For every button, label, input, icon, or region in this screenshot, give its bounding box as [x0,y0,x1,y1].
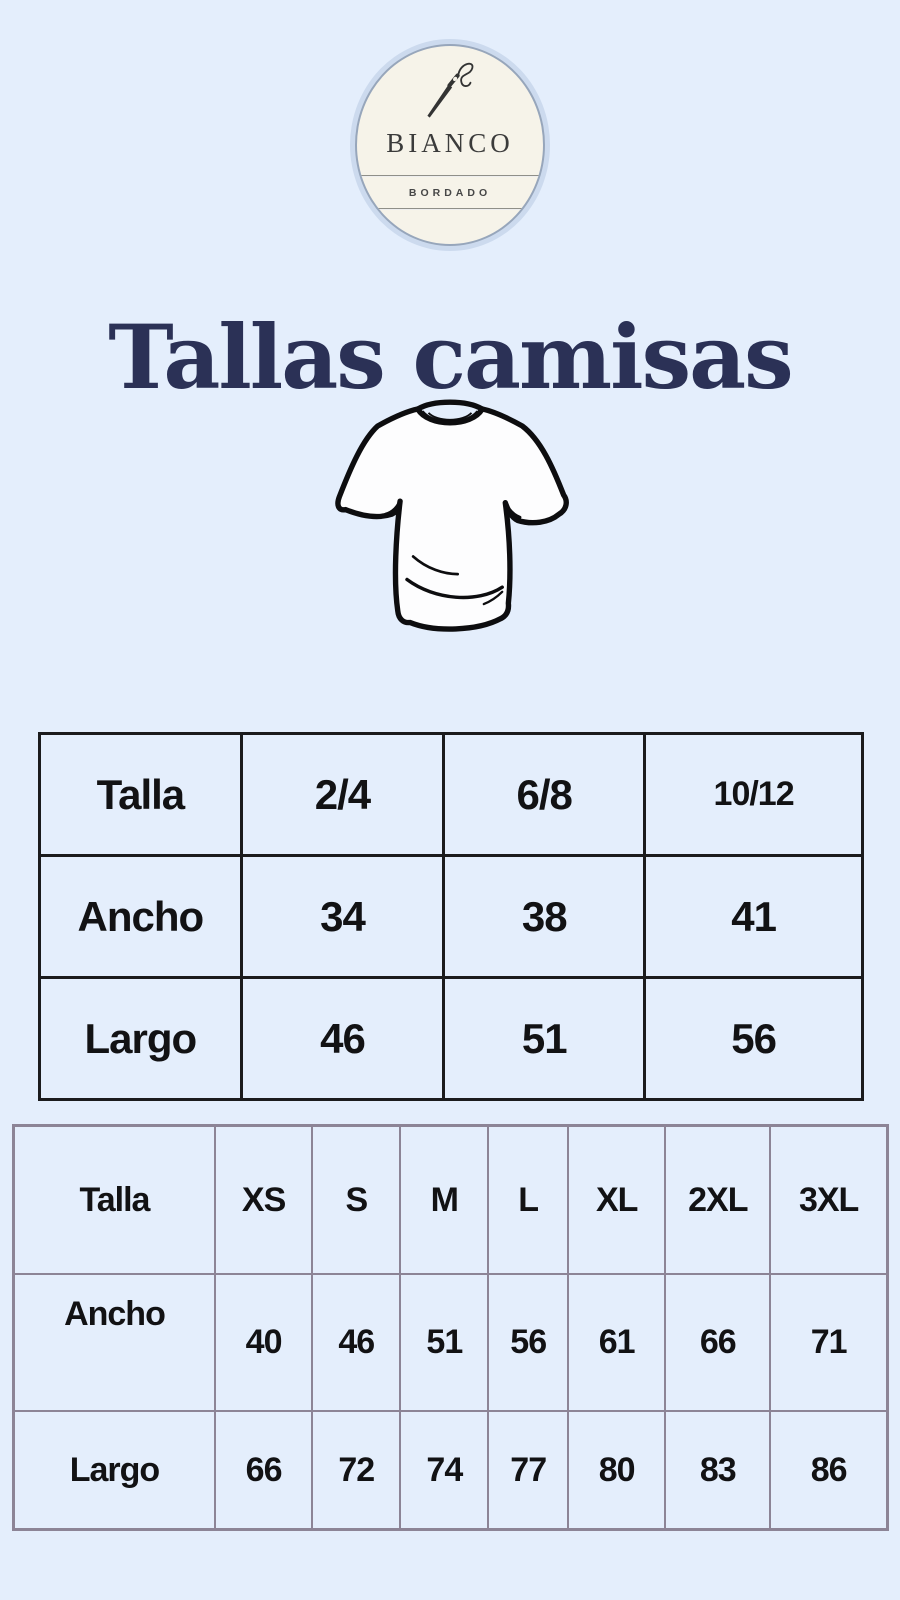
table-row [40,978,863,1100]
table-row [14,1126,888,1275]
table-cell: 66 [215,1411,312,1530]
table-cell: 6/8 [444,734,645,856]
logo-divider-bottom [356,208,544,210]
table-cell: 61 [568,1274,665,1411]
needle-and-thread-icon [421,58,480,124]
table-cell: 71 [770,1274,887,1411]
adult-size-table [12,1124,889,1531]
table-cell: Largo [40,978,242,1100]
table-cell: 2/4 [241,734,444,856]
table-cell: 56 [645,978,863,1100]
table-row [14,1274,888,1411]
table-cell: 72 [312,1411,400,1530]
brand-logo [355,44,545,246]
table-cell: Talla [14,1126,215,1275]
table-cell: 86 [770,1411,887,1530]
brand-name: BIANCO [386,128,514,158]
table-cell: 80 [568,1411,665,1530]
table-cell: 56 [488,1274,568,1411]
table-cell: 38 [444,856,645,978]
kids-size-table [38,732,864,1101]
table-row [14,1411,888,1530]
table-cell: Talla [40,734,242,856]
table-cell: 77 [488,1411,568,1530]
table-cell: 46 [312,1274,400,1411]
table-cell: L [488,1126,568,1275]
table-cell: Ancho [40,856,242,978]
tshirt-illustration [325,386,575,644]
table-cell: 74 [400,1411,488,1530]
table-cell: 51 [444,978,645,1100]
table-cell: 46 [241,978,444,1100]
table-row [40,856,863,978]
table-cell: XL [568,1126,665,1275]
table-cell: 83 [665,1411,770,1530]
table-cell: Ancho [14,1274,215,1411]
table-cell: 40 [215,1274,312,1411]
table-cell: M [400,1126,488,1275]
table-cell: 41 [645,856,863,978]
brand-subtitle: BORDADO [408,187,492,199]
table-cell: 10/12 [645,734,863,856]
table-cell: 34 [241,856,444,978]
table-cell: S [312,1126,400,1275]
tshirt-icon [325,386,575,644]
table-cell: 2XL [665,1126,770,1275]
page-title: Tallas camisas [108,304,792,409]
table-cell: 51 [400,1274,488,1411]
table-cell: XS [215,1126,312,1275]
table-cell: Largo [14,1411,215,1530]
table-cell: 3XL [770,1126,887,1275]
table-row [40,734,863,856]
table-cell: 66 [665,1274,770,1411]
